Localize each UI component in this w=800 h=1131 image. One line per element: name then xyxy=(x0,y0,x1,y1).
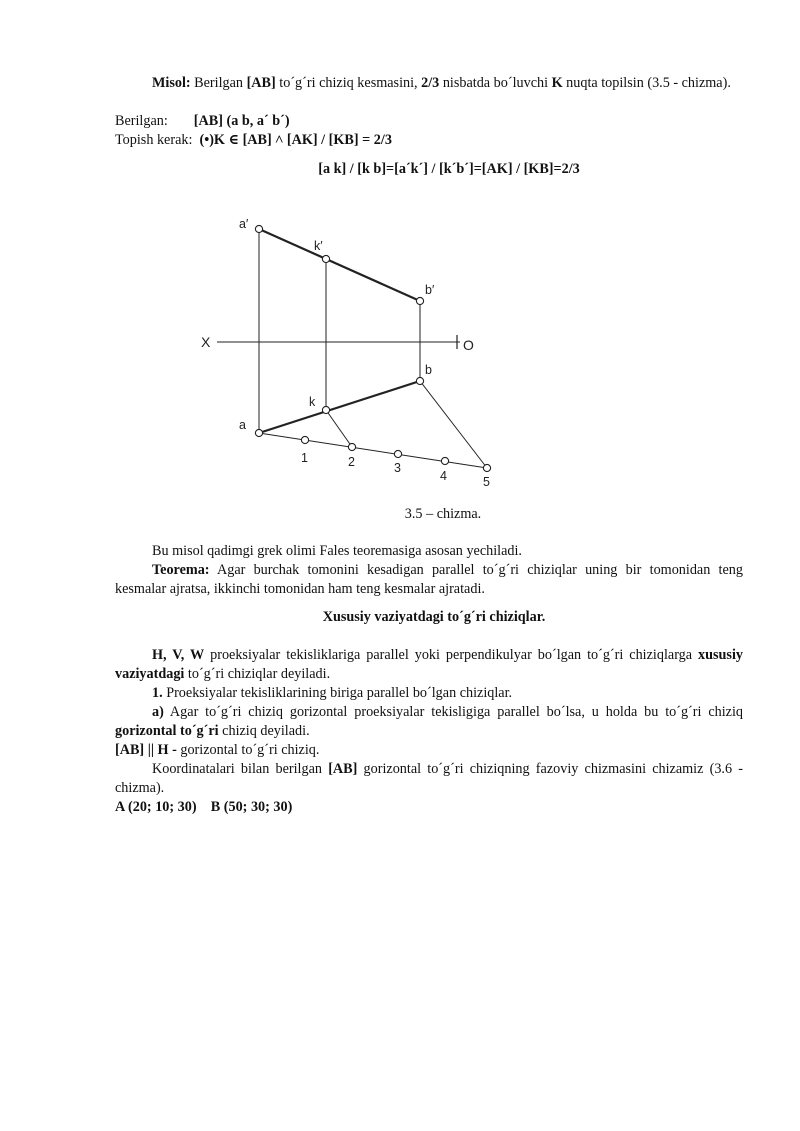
figure-caption: 3.5 – chizma. xyxy=(404,506,482,522)
find-label: Topish kerak: xyxy=(115,132,193,148)
item-a-bold: gorizontal to´g´ri xyxy=(115,723,219,739)
segment-a-prime-b-prime xyxy=(259,229,420,301)
label-5: 5 xyxy=(483,475,490,489)
points-text: A (20; 10; 30) B (50; 30; 30) xyxy=(115,799,293,815)
example-ab: [AB] xyxy=(246,75,276,91)
point-a xyxy=(255,429,262,436)
label-b-prime: b′ xyxy=(425,283,435,297)
parallel-line-k2 xyxy=(326,410,352,447)
example-label: Misol: xyxy=(152,75,191,91)
example-text-4: nuqta topilsin (3.5 - chizma). xyxy=(562,75,731,91)
point-2 xyxy=(348,443,355,450)
label-1: 1 xyxy=(301,451,308,465)
label-2: 2 xyxy=(348,455,355,469)
segment-a-b xyxy=(259,381,420,433)
example-text-1: Berilgan xyxy=(190,75,247,91)
theorem-text: Agar burchak tomonini kesadigan parallel to´g´ri chiziqlar uning bir tomonidan teng kesmalar ajratsa, ikkinchi tomonidan ham teng kesmalar ajratadi. xyxy=(115,562,743,597)
label-a-prime: a′ xyxy=(239,217,249,231)
example-ratio: 2/3 xyxy=(421,75,440,91)
point-5 xyxy=(483,464,490,471)
label-k-prime: k′ xyxy=(314,239,323,253)
figure-3-5 xyxy=(195,212,505,492)
document-page-lower xyxy=(115,505,743,817)
parallel-line-b5 xyxy=(420,381,487,468)
item-1-num: 1. xyxy=(152,685,163,701)
point-1 xyxy=(301,436,308,443)
find-line xyxy=(115,131,743,150)
coord-ab: [AB] xyxy=(328,761,358,777)
fales-line: Bu misol qadimgi grek olimi Fales teoremasiga asosan yechiladi. xyxy=(152,543,522,559)
item-a-label: a) xyxy=(152,704,164,720)
point-b xyxy=(416,377,423,384)
item-1-text: Proeksiyalar tekisliklarining biriga parallel bo´lgan chiziqlar. xyxy=(162,685,513,701)
item-1 xyxy=(115,684,743,703)
example-text-3: nisbatda bo´luvchi xyxy=(439,75,552,91)
point-a-prime xyxy=(255,225,262,232)
point-4 xyxy=(441,457,448,464)
label-b: b xyxy=(425,363,432,377)
parallel-bold: [AB] || H - xyxy=(115,742,177,758)
label-a: a xyxy=(239,418,246,432)
document-page xyxy=(115,74,743,179)
item-a xyxy=(115,703,743,741)
example-paragraph xyxy=(115,74,743,93)
given-value: [AB] (a b, a´ b´) xyxy=(193,113,290,129)
point-k-prime xyxy=(322,255,329,262)
find-value: (•)K ∈ [AB] ˄ [AK] / [KB] = 2/3 xyxy=(199,132,392,148)
given-label: Berilgan: xyxy=(115,113,168,129)
parallel-line xyxy=(115,741,743,760)
coord-paragraph xyxy=(115,760,743,798)
formula: [a k] / [k b]=[a´k´] / [k´b´]=[AK] / [KB]=2/3 xyxy=(318,161,580,177)
hvw-bold-1: H, V, W xyxy=(152,647,205,663)
item-a-text-2: chiziq deyiladi. xyxy=(218,723,310,739)
hvw-bold-2: xususiy vaziyatdagi xyxy=(115,647,743,682)
label-4: 4 xyxy=(440,469,447,483)
parallel-text: gorizontal to´g´ri chiziq. xyxy=(176,742,320,758)
example-k: K xyxy=(551,75,563,91)
hvw-text-1: proeksiyalar tekisliklariga parallel yoki perpendikulyar bo´lgan to´g´ri chiziqlarga xyxy=(204,647,699,663)
hvw-text-2: to´g´ri chiziqlar deyiladi. xyxy=(184,666,331,682)
label-3: 3 xyxy=(394,461,401,475)
formula-line xyxy=(115,160,743,179)
label-x: X xyxy=(201,334,211,350)
point-k xyxy=(322,406,329,413)
label-k: k xyxy=(309,395,316,409)
theorem-label: Teorema: xyxy=(152,562,210,578)
example-text-2: to´g´ri chiziq kesmasini, xyxy=(275,75,422,91)
item-a-text-1: Agar to´g´ri chiziq gorizontal proeksiyalar tekisligiga parallel bo´lsa, u holda bu to´g´ri chiziq xyxy=(163,704,743,720)
section-title-text: Xususiy vaziyatdagi to´g´ri chiziqlar. xyxy=(322,609,546,625)
coord-text-2: gorizontal to´g´ri chiziqning fazoviy chizmasini chizamiz (3.6 - chizma). xyxy=(115,761,743,796)
label-o: O xyxy=(463,337,474,353)
theorem-paragraph xyxy=(115,561,743,599)
coord-text-1: Koordinatalari bilan berilgan xyxy=(152,761,329,777)
points-line xyxy=(115,798,743,817)
point-b-prime xyxy=(416,297,423,304)
projection-drawing xyxy=(195,212,505,492)
section-title xyxy=(115,608,743,627)
auxiliary-ray xyxy=(259,433,487,468)
given-line xyxy=(115,112,743,131)
hvw-paragraph xyxy=(115,646,743,684)
point-3 xyxy=(394,450,401,457)
